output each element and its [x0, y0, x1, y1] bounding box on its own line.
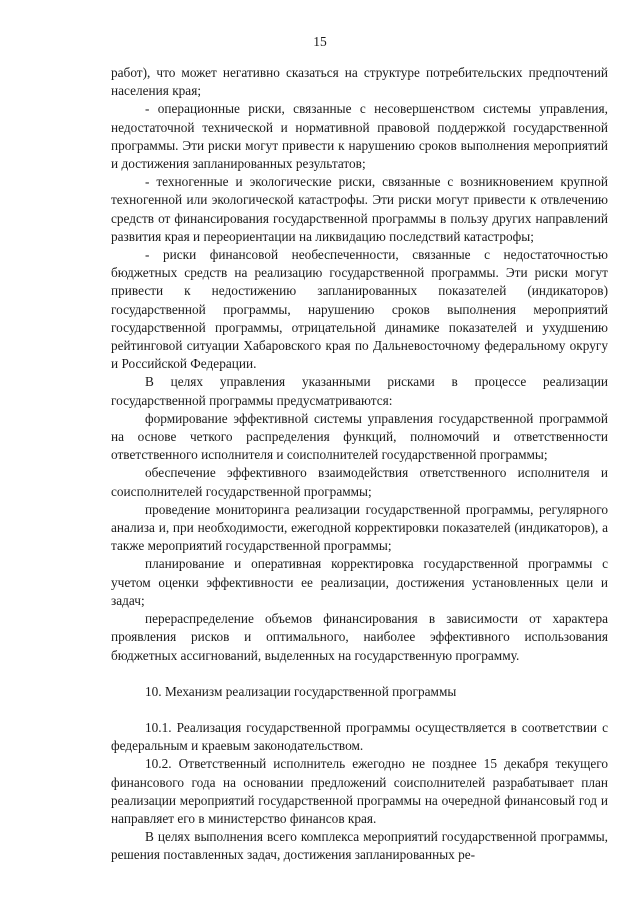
section-gap-top	[111, 665, 608, 683]
risk-section	[111, 64, 608, 665]
paragraph: - операционные риски, связанные с несовершенством системы управления, недостаточной технической и нормативной правовой поддержкой государственной программы. Эти риски могут привести к нарушению сроков выполнения мероприятий и достижения запланированных результатов;	[111, 101, 608, 172]
paragraph: формирование эффективной системы управления государственной программой на основе четкого распределения функций, полномочий и ответственности ответственного исполнителя и соисполнителей государственной программы;	[111, 410, 608, 463]
paragraph: работ), что может негативно сказаться на структуре потребительских предпочтений населения края;	[111, 65, 608, 99]
paragraph: планирование и оперативная корректировка государственной программы с учетом оценки эффективности ее реализации, достижения установленных цели и задач;	[111, 556, 608, 608]
paragraph: 10.1. Реализация государственной программы осуществляется в соответствии с федеральным и краевым законодательством.	[111, 719, 608, 754]
paragraph: - риски финансовой необеспеченности, связанные с недостаточностью бюджетных средств на реализацию государственной программы. Эти риски могут привести к недостижению запланированных показателей (индикаторов) государственной программы, нарушению сроков выполнения мероприятий государственной программы, отрицательной динамике показателей и ухудшению рейтинговой ситуации Хабаровского края по Дальневосточному федеральному округу и Российской Федерации.	[111, 247, 608, 372]
page-number: 15	[313, 34, 327, 49]
paragraph: В целях управления указанными рисками в процессе реализации государственной программы предусматриваются:	[111, 374, 608, 408]
mechanism-section	[111, 719, 608, 865]
paragraph: 10.2. Ответственный исполнитель ежегодно не позднее 15 декабря текущего финансового года на основании предложений соисполнителей разрабатывает план реализации мероприятий государственной программы на очередной финансовый год и направляет его в министерство финансов края.	[111, 756, 608, 826]
paragraph: проведение мониторинга реализации государственной программы, регулярного анализа и, при необходимости, ежегодной корректировки показателей (индикаторов), а также мероприятий государственной программы;	[111, 501, 608, 554]
paragraph: обеспечение эффективного взаимодействия ответственного исполнителя и соисполнителей государственной программы;	[111, 465, 608, 499]
document-body	[111, 64, 608, 865]
paragraph: - техногенные и экологические риски, связанные с возникновением крупной техногенной или экологической катастрофы. Эти риски могут привести к отвлечению средств от финансирования государственной программы в пользу других направлений развития края и переориентации на ликвидацию последствий катастрофы;	[111, 174, 608, 244]
section-gap-bottom	[111, 701, 608, 719]
paragraph: В целях выполнения всего комплекса мероприятий государственной программы, решения поставленных задач, достижения запланированных ре-	[111, 829, 608, 863]
section-heading: 10. Механизм реализации государственной программы	[145, 683, 457, 699]
paragraph: перераспределение объемов финансирования в зависимости от характера проявления рисков и оптимального, наиболее эффективного использования бюджетных ассигнований, выделенных на государственную программу.	[111, 611, 608, 663]
